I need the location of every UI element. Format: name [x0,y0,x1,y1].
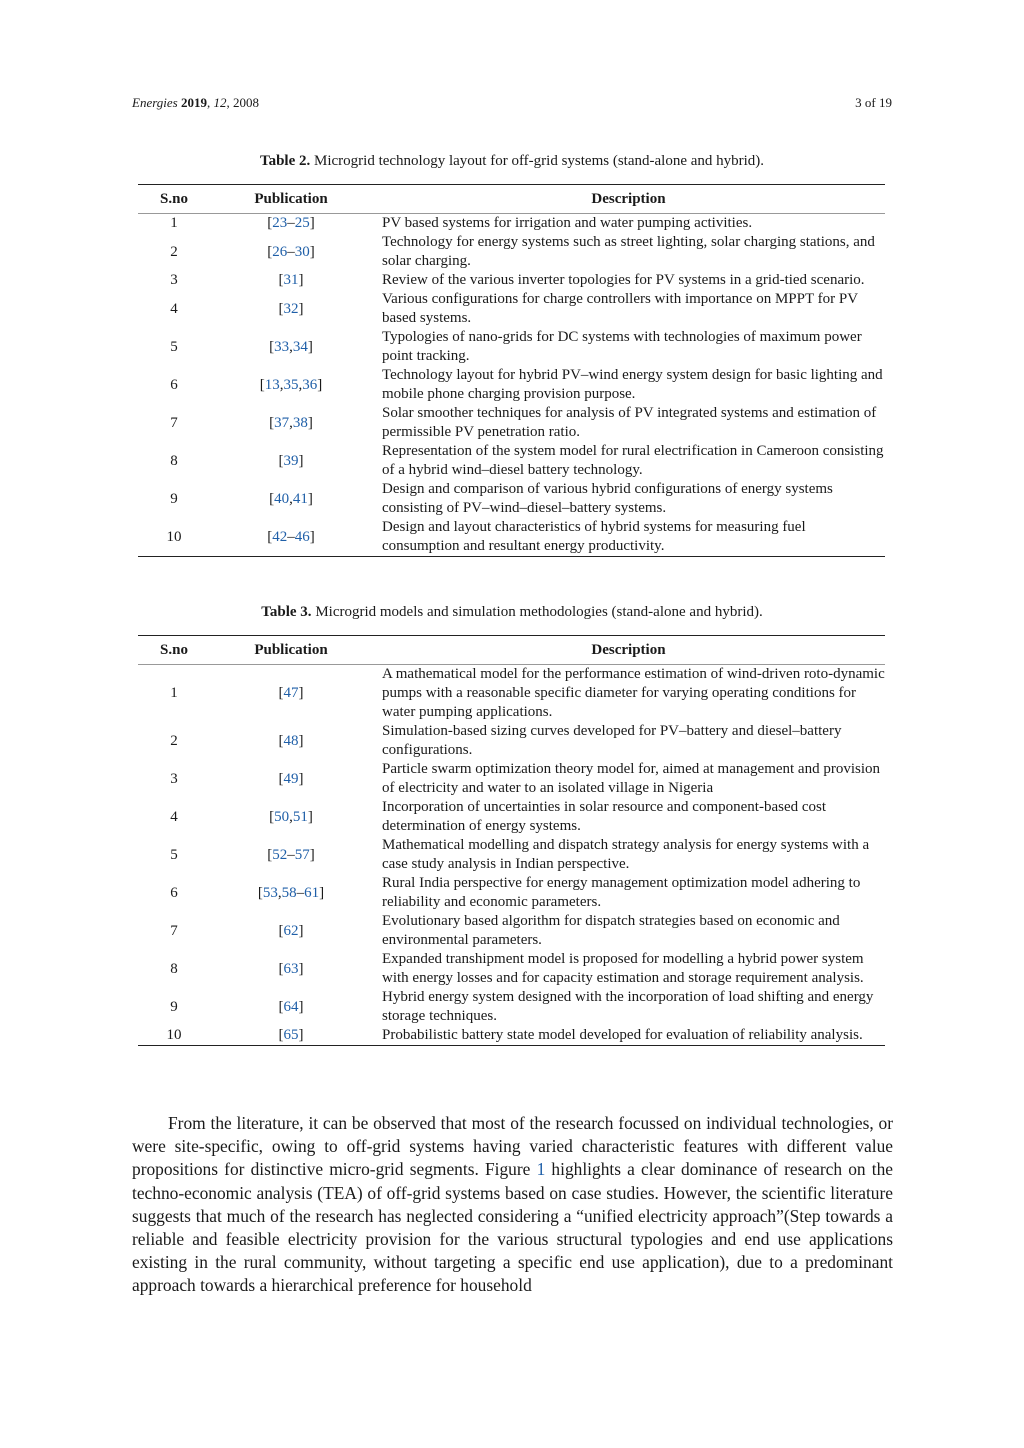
row-publication [210,988,372,1026]
citation-punctuation: ] [298,1027,304,1043]
citation-punctuation: ] [298,272,304,288]
row-publication [210,328,372,366]
row-sno: 2 [170,732,178,749]
row-sno: 5 [170,338,178,355]
citation-punctuation: [ [269,414,275,431]
row-sno: 3 [170,272,178,288]
citation-punctuation: [ [278,300,284,317]
row-description: A mathematical model for the performance estimation of wind-driven roto-dynamic pumps with a reasonable specific diameter for varying operating conditions for water pumping applications. [382,666,885,720]
citation-punctuation: ] [307,490,313,507]
col-header-publication: Publication [210,185,372,214]
col-header-sno: S.no [138,636,210,665]
row-description: Expanded transhipment model is proposed for modelling a hybrid power system with energy losses and for capacity estimation and storage requirement analysis. [382,951,864,986]
citation-punctuation: [ [267,215,273,231]
citation-link[interactable]: 37 [274,414,290,431]
citation-punctuation: , [289,808,293,825]
page-number: 3 of 19 [855,95,892,110]
table-row [138,480,885,518]
table-row [138,760,885,798]
row-description: Rural India perspective for energy management optimization model adhering to reliability and economic parameters. [382,875,861,910]
row-publication [210,366,372,404]
citation-punctuation: ] [317,376,323,393]
citation-link[interactable]: 39 [283,452,299,469]
row-sno: 1 [170,685,178,701]
table-row [138,874,885,912]
row-sno: 6 [170,884,178,901]
row-sno: 6 [170,376,178,393]
table3-label: Table 3. [261,604,312,620]
table2-label: Table 2. [259,153,311,169]
citation-punctuation: [ [278,1027,284,1043]
citation-punctuation: ] [298,452,304,469]
row-description: Technology layout for hybrid PV–wind energy system design for basic lighting and mobile phone charging provision purpose. [382,367,883,402]
table2-title: Microgrid technology layout for off-grid systems (stand-alone and hybrid). [314,153,765,169]
row-description: Technology for energy systems such as street lighting, solar charging stations, and solar charging. [382,234,875,269]
row-description: Particle swarm optimization theory model for, aimed at management and provision of electricity and water to an isolated village in Nigeria [382,761,881,796]
row-publication [210,290,372,328]
table-row [138,950,885,988]
row-description: Evolutionary based algorithm for dispatch strategies based on economic and environmental parameters. [382,913,840,948]
citation-punctuation: ] [309,846,315,863]
citation-link[interactable]: 52 [272,846,288,863]
row-publication [210,722,372,760]
row-description: Typologies of nano-grids for DC systems with technologies of maximum power point tracking. [382,329,862,364]
citation-punctuation: [ [278,685,284,701]
table-row [138,214,885,234]
citation-link[interactable]: 50 [274,808,290,825]
citation-punctuation: [ [278,452,284,469]
citation-punctuation: – [296,884,305,901]
citation-link[interactable]: 49 [283,770,299,787]
citation-punctuation: – [287,215,295,231]
table-row [138,442,885,480]
citation-link[interactable]: 53 [262,884,278,901]
citation-link[interactable]: 51 [292,808,308,825]
citation-punctuation: , [289,490,293,507]
citation-punctuation: [ [278,732,284,749]
citation-punctuation: [ [278,272,284,288]
row-description: Design and comparison of various hybrid configurations of energy systems consisting of PV–wind–diesel–battery systems. [382,481,833,516]
citation-punctuation: [ [278,960,284,977]
citation-link[interactable]: 26 [272,243,288,260]
col-header-sno: S.no [138,185,210,214]
row-description: Hybrid energy system designed with the incorporation of load shifting and energy storage techniques. [382,989,874,1024]
citation-punctuation: [ [259,376,265,393]
citation-punctuation: ] [298,770,304,787]
row-sno: 8 [170,452,178,469]
row-publication [210,271,372,290]
citation-punctuation: ] [319,884,325,901]
row-sno: 8 [170,960,178,977]
row-publication [210,233,372,271]
table-row [138,233,885,271]
citation-punctuation: ] [298,685,304,701]
table2-body [138,214,885,557]
row-publication [210,836,372,874]
row-publication [210,798,372,836]
citation-link[interactable]: 47 [283,685,299,701]
citation-punctuation: ] [298,960,304,977]
table-3 [138,635,885,1046]
citation-punctuation: , [279,376,284,393]
citation-link[interactable]: 63 [283,960,299,977]
citation-punctuation: ] [309,215,315,231]
article-number: 2008 [232,95,259,110]
table-row [138,518,885,557]
table-2 [138,184,885,557]
row-description: PV based systems for irrigation and water pumping activities. [382,215,753,231]
col-header-publication: Publication [210,636,372,665]
citation-link[interactable]: 58 [281,884,297,901]
citation-link[interactable]: 33 [274,338,290,355]
paragraph-text-2: highlights a clear dominance of research on the techno-economic analysis (TEA) of off-grid systems based on case studies. However, the scientific literature suggests that much of the research has neglected considering a “unified electricity approach”(Step towards a reliable and feasible electricity provision for the various structural typologies and end use applications existing in the rural community, without targeting a specific end use application), due to a predominant approach towards a hierarchical preference for household [132,1159,893,1296]
row-sno: 3 [170,770,178,787]
citation-link[interactable]: 65 [283,1027,299,1043]
figure-reference-link[interactable]: 1 [536,1159,546,1180]
row-sno: 5 [170,846,178,863]
table-row [138,912,885,950]
table3-header-row [138,636,885,665]
citation-punctuation: , [298,376,303,393]
citation-link[interactable]: 36 [302,376,318,393]
row-description: Probabilistic battery state model developed for evaluation of reliability analysis. [372,1026,885,1046]
citation-punctuation: – [287,528,295,545]
row-description: Solar smoother techniques for analysis of PV integrated systems and estimation of permissible PV penetration ratio. [382,405,877,440]
citation-link[interactable]: 38 [292,414,308,431]
citation-punctuation: [ [267,243,273,260]
table-row [138,722,885,760]
citation-link[interactable]: 35 [283,376,299,393]
citation-link[interactable]: 25 [294,215,310,231]
row-sno: 1 [170,215,178,231]
table-row [138,404,885,442]
citation-link[interactable]: 61 [304,884,320,901]
row-publication [210,760,372,798]
citation-punctuation: [ [278,770,284,787]
table-row [138,328,885,366]
citation-link[interactable]: 40 [274,490,290,507]
citation-link[interactable]: 34 [292,338,308,355]
col-header-description: Description [372,185,885,214]
table-row [138,665,885,723]
table3-title: Microgrid models and simulation methodologies (stand-alone and hybrid). [315,604,763,620]
row-sno: 4 [170,300,178,317]
citation-punctuation: ] [309,528,315,545]
citation-link[interactable]: 64 [283,998,299,1015]
citation-punctuation: , [289,414,293,431]
row-publication [210,665,372,723]
row-description: Review of the various inverter topologies for PV systems in a grid-tied scenario. [382,272,865,288]
row-sno: 9 [170,998,178,1015]
citation-link[interactable]: 30 [294,243,310,260]
table-row [138,271,885,290]
row-sno: 4 [170,808,178,825]
citation-punctuation: , [277,884,282,901]
citation-link[interactable]: 13 [264,376,280,393]
table-row [138,988,885,1026]
citation-punctuation: [ [257,884,263,901]
row-sno: 9 [170,490,178,507]
citation-link[interactable]: 32 [283,300,299,317]
row-sno: 7 [170,414,178,431]
table-row [138,798,885,836]
journal-volume: 12 [213,95,227,110]
row-publication [210,874,372,912]
citation-punctuation: [ [267,528,273,545]
row-description: Representation of the system model for rural electrification in Cameroon consisting of a hybrid wind–diesel battery technology. [382,443,884,478]
paragraph-text-1: From the literature, it can be observed that most of the research focussed on individual technologies, or were site-specific, owing to off-grid systems having varied characteristic features with different value propositions for distinctive micro-grid segments. Figure [132,1113,893,1180]
citation-punctuation: [ [269,808,275,825]
citation-link[interactable]: 46 [294,528,310,545]
citation-punctuation: ] [298,732,304,749]
table2-caption [132,153,892,170]
row-sno: 2 [170,243,178,260]
citation-punctuation: – [287,846,295,863]
citation-punctuation: [ [278,922,284,939]
citation-punctuation: [ [269,338,275,355]
citation-punctuation: – [287,243,295,260]
citation-link[interactable]: 48 [283,732,299,749]
citation-punctuation: ] [298,300,304,317]
row-publication [210,404,372,442]
row-description: Various configurations for charge controllers with importance on MPPT for PV based systems. [382,291,858,326]
citation-link[interactable]: 62 [283,922,299,939]
citation-link[interactable]: 57 [294,846,310,863]
table-row [138,836,885,874]
row-description: Simulation-based sizing curves developed for PV–battery and diesel–battery configurations. [382,723,842,758]
journal-year: 2019 [180,95,207,110]
citation-link[interactable]: 41 [292,490,308,507]
page-header [132,95,892,111]
table3-caption [132,604,892,621]
row-publication [210,1026,372,1046]
citation-punctuation: [ [278,998,284,1015]
citation-punctuation: [ [267,846,273,863]
row-publication [210,214,372,234]
citation-link[interactable]: 23 [272,215,288,231]
citation-punctuation: [ [269,490,275,507]
row-publication [210,912,372,950]
table-row [138,1026,885,1046]
citation-link[interactable]: 42 [272,528,288,545]
citation-punctuation: , [289,338,293,355]
citation-punctuation: ] [307,414,313,431]
table2-header-row [138,185,885,214]
row-description: Design and layout characteristics of hybrid systems for measuring fuel consumption and resultant energy productivity. [372,518,885,557]
citation-punctuation: ] [307,338,313,355]
body-paragraph [132,1112,893,1298]
citation-punctuation: ] [298,998,304,1015]
row-publication [210,950,372,988]
row-description: Mathematical modelling and dispatch strategy analysis for energy systems with a case study analysis in Indian perspective. [382,837,870,872]
citation-punctuation: ] [307,808,313,825]
row-description: Incorporation of uncertainties in solar resource and component-based cost determination of energy systems. [382,799,827,834]
citation-link[interactable]: 31 [283,272,299,288]
journal-citation: Energies 2019, 12, 2008 [132,95,259,110]
citation-punctuation: ] [309,243,315,260]
row-sno: 10 [138,518,210,557]
row-publication [210,442,372,480]
row-sno: 10 [138,1026,210,1046]
citation-punctuation: ] [298,922,304,939]
table-row [138,290,885,328]
row-publication [210,480,372,518]
journal-name: Energies [132,95,178,110]
table3-body [138,665,885,1046]
row-publication [210,518,372,557]
table-row [138,366,885,404]
col-header-description: Description [372,636,885,665]
row-sno: 7 [170,922,178,939]
